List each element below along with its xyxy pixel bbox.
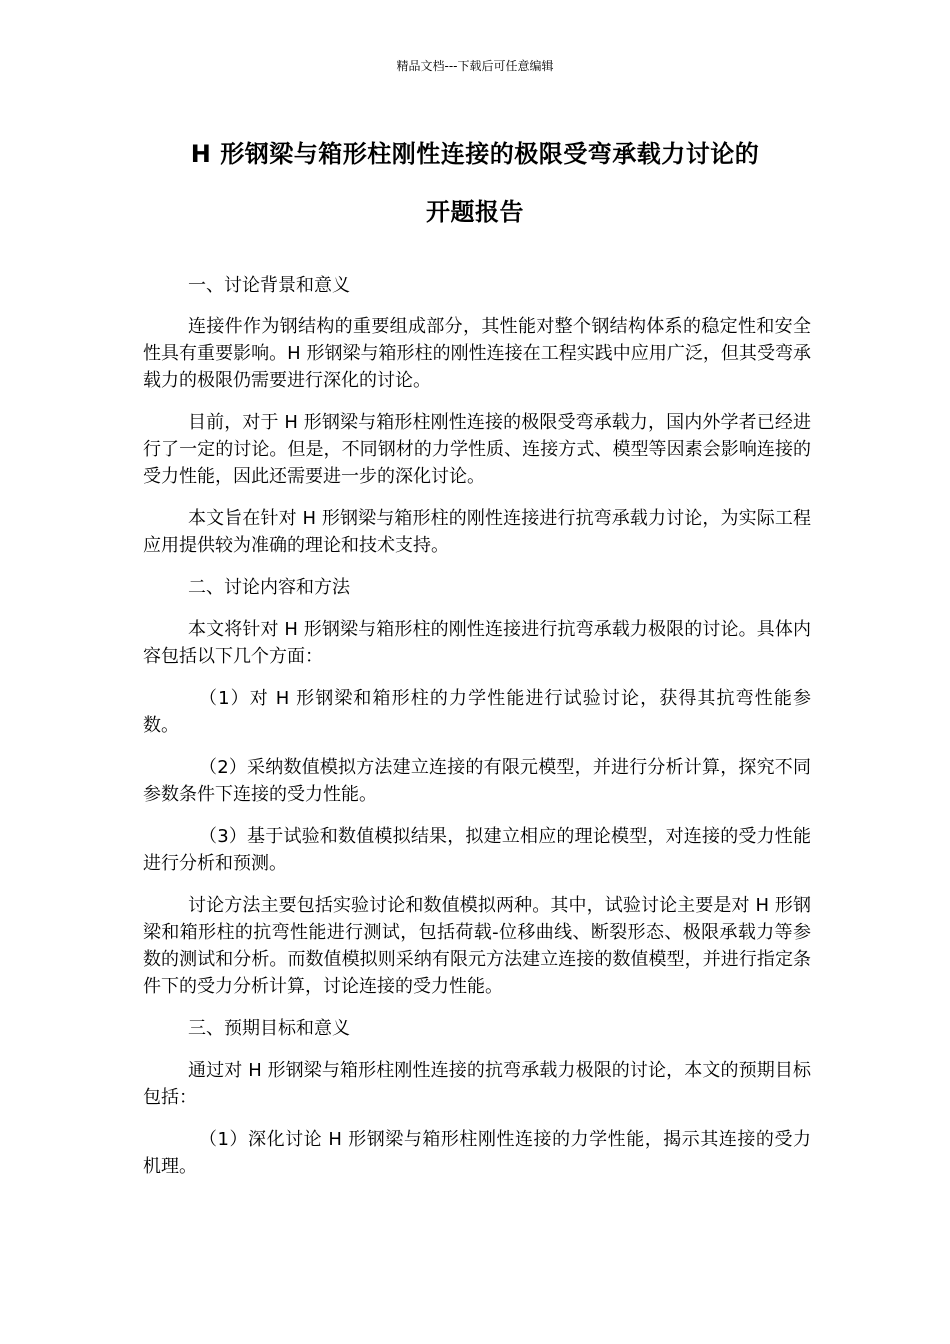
header-note: 精品文档---下载后可任意编辑 (396, 59, 554, 73)
section-2-paragraph-1: 本文将针对 H 形钢梁与箱形柱的刚性连接进行抗弯承载力极限的讨论。具体内容包括以下几个方面： (143, 619, 811, 667)
section-1-paragraph-3: 本文旨在针对 H 形钢梁与箱形柱的刚性连接进行抗弯承载力讨论，为实际工程应用提供较为准确的理论和技术支持。 (143, 508, 811, 556)
document-title-line-2: 开题报告 (426, 198, 524, 226)
document-title-line-1: H 形钢梁与箱形柱刚性连接的极限受弯承载力讨论的 (190, 140, 760, 168)
section-2-item-1: （1）对 H 形钢梁和箱形柱的力学性能进行试验讨论，获得其抗弯性能参数。 (143, 688, 811, 736)
section-3-heading: 三、预期目标和意义 (188, 1018, 350, 1039)
section-2-heading: 二、讨论内容和方法 (188, 577, 350, 598)
document-body (143, 272, 811, 1180)
section-1-paragraph-2: 目前，对于 H 形钢梁与箱形柱刚性连接的极限受弯承载力，国内外学者已经进行了一定的讨论。但是，不同钢材的力学性质、连接方式、模型等因素会影响连接的受力性能，因此还需要进一步的深化讨论。 (143, 412, 811, 487)
section-3-paragraph-1: 通过对 H 形钢梁与箱形柱刚性连接的抗弯承载力极限的讨论，本文的预期目标包括： (143, 1060, 811, 1108)
section-3-item-1: （1）深化讨论 H 形钢梁与箱形柱刚性连接的力学性能，揭示其连接的受力机理。 (143, 1129, 811, 1177)
section-2-item-2: （2）采纳数值模拟方法建立连接的有限元模型，并进行分析计算，探究不同参数条件下连接的受力性能。 (143, 757, 811, 805)
section-2-item-3: （3）基于试验和数值模拟结果，拟建立相应的理论模型，对连接的受力性能进行分析和预测。 (143, 826, 811, 874)
section-2-paragraph-2: 讨论方法主要包括实验讨论和数值模拟两种。其中，试验讨论主要是对 H 形钢梁和箱形柱的抗弯性能进行测试，包括荷载-位移曲线、断裂形态、极限承载力等参数的测试和分析。而数值模拟则采纳有限元方法建立连接的数值模型，并进行指定条件下的受力分析计算，讨论连接的受力性能。 (143, 895, 811, 997)
section-1-heading: 一、讨论背景和意义 (188, 275, 350, 296)
section-1-paragraph-1: 连接件作为钢结构的重要组成部分，其性能对整个钢结构体系的稳定性和安全性具有重要影响。H 形钢梁与箱形柱的刚性连接在工程实践中应用广泛，但其受弯承载力的极限仍需要进行深化的讨论。 (143, 316, 811, 391)
